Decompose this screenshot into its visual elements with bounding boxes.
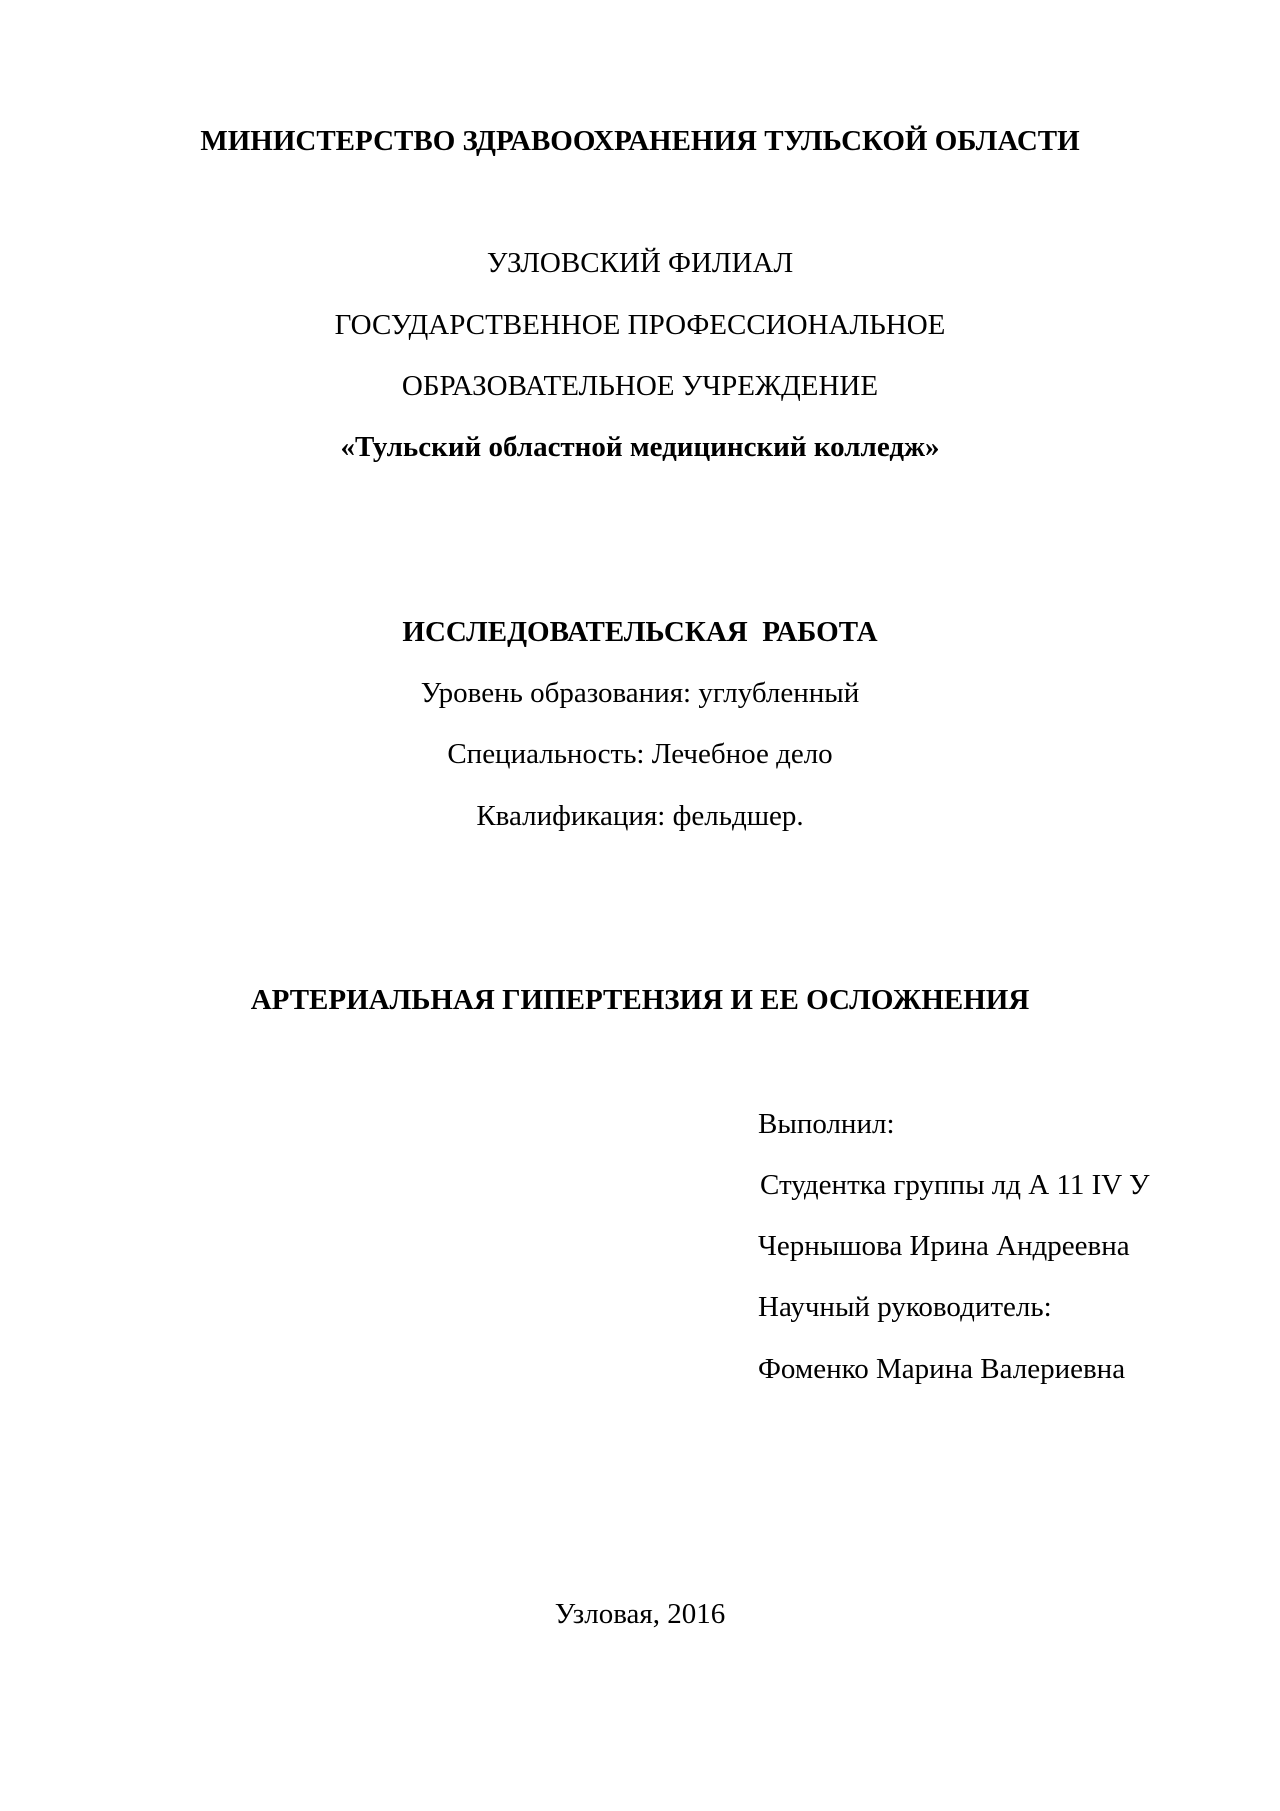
student-name: Чернышова Ирина Андреевна [758, 1230, 1130, 1262]
performed-by-label: Выполнил: [758, 1108, 895, 1140]
work-title: АРТЕРИАЛЬНАЯ ГИПЕРТЕНЗИЯ И ЕЕ ОСЛОЖНЕНИЯ [250, 984, 1030, 1016]
student-group: Студентка группы лд А 11 IV У [760, 1169, 1150, 1201]
branch-name: УЗЛОВСКИЙ ФИЛИАЛ [486, 247, 794, 279]
qualification: Квалификация: фельдшер. [476, 800, 804, 832]
education-level: Уровень образования: углубленный [420, 677, 860, 709]
supervisor-label: Научный руководитель: [758, 1291, 1052, 1323]
work-type-heading: ИССЛЕДОВАТЕЛЬСКАЯ РАБОТА [402, 616, 878, 648]
supervisor-name: Фоменко Марина Валериевна [758, 1353, 1126, 1385]
ministry-heading: МИНИСТЕРСТВО ЗДРАВООХРАНЕНИЯ ТУЛЬСКОЙ ОБЛАСТИ [200, 125, 1080, 157]
specialty: Специальность: Лечебное дело [447, 738, 833, 770]
institution-line-1: ГОСУДАРСТВЕННОЕ ПРОФЕССИОНАЛЬНОЕ [334, 309, 946, 341]
city-year: Узловая, 2016 [554, 1598, 726, 1630]
college-name: «Тульский областной медицинский колледж» [340, 431, 940, 463]
institution-line-2: ОБРАЗОВАТЕЛЬНОЕ УЧРЕЖДЕНИЕ [401, 370, 879, 402]
